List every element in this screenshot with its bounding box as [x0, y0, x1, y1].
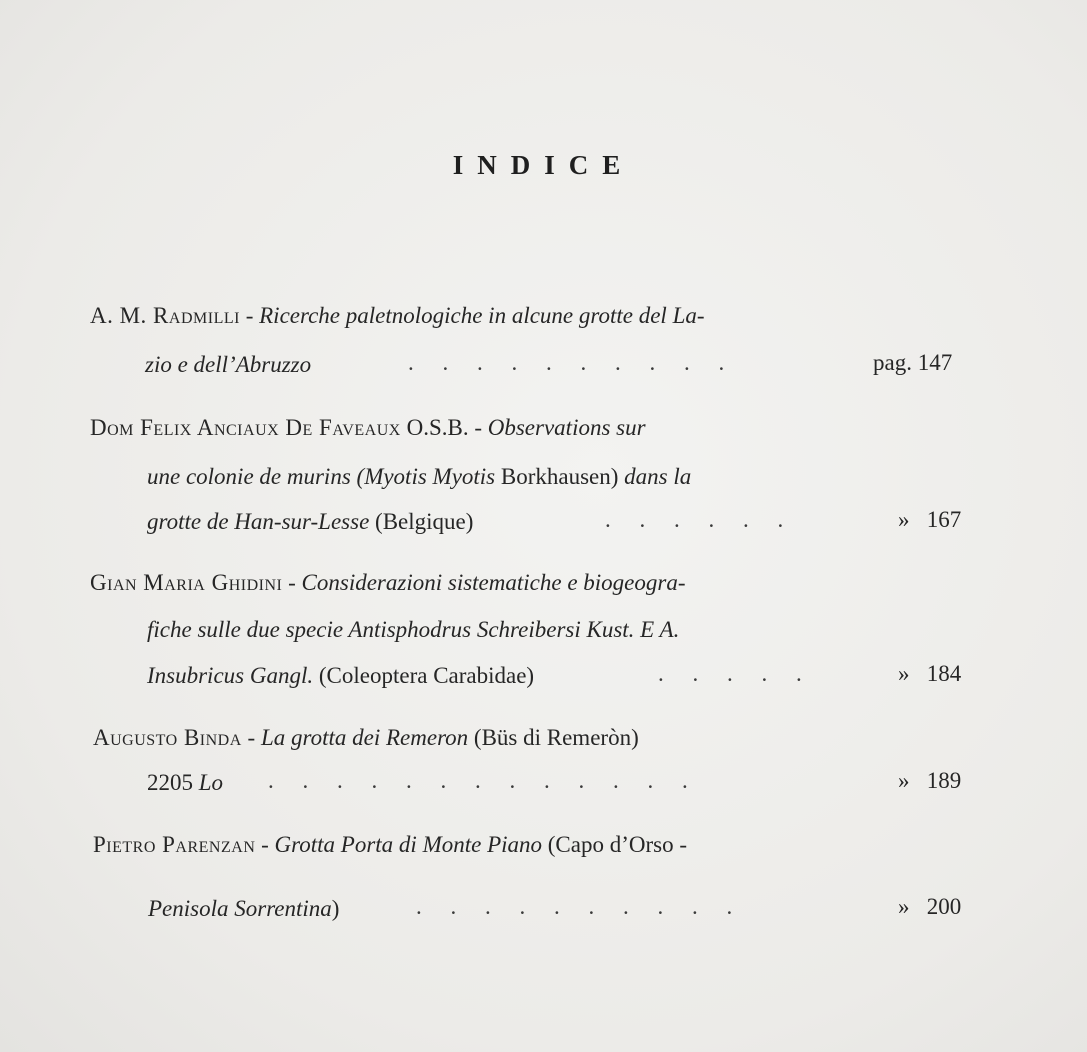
entry-2-country: (Belgique)	[369, 509, 474, 534]
entry-4-cadastre-number: 2205	[147, 770, 199, 795]
entry-3-page-prefix: »	[898, 661, 910, 686]
entry-2-title-part-3: grotte de Han-sur-Lesse	[147, 509, 370, 534]
entry-4-page-number: 189	[926, 768, 962, 793]
entry-1-separator: -	[239, 303, 260, 328]
entry-3-line-3	[147, 663, 534, 689]
entry-3-leader-dots: . . . . .	[658, 661, 802, 686]
entry-3-title-part-2: fiche sulle due specie Antisphodrus Schreibersi Kust. E A.	[147, 617, 680, 642]
entry-5-title-part-1: Grotta Porta di Monte Piano	[274, 832, 543, 857]
entry-2-page-prefix: »	[898, 507, 910, 532]
entry-4-line-2	[147, 770, 223, 796]
entry-2-line-3	[147, 509, 473, 535]
entry-4-separator: -	[241, 725, 261, 750]
entry-5-separator: -	[255, 832, 275, 857]
page-title: INDICE	[452, 150, 635, 180]
entry-3-line-2	[147, 617, 679, 643]
entry-2-author: Dom Felix Anciaux De Faveaux	[90, 415, 401, 440]
entry-4-local-name: (Büs di Remeròn)	[468, 725, 639, 750]
entry-2-line-2	[147, 464, 691, 490]
entry-2-page-ref	[898, 507, 961, 533]
entry-2-authority: Borkhausen)	[495, 464, 625, 489]
entry-1-title-part-2: zio e dell’Abruzzo	[145, 352, 312, 377]
entry-1-leader-dots: . . . . . . . . . .	[408, 350, 725, 375]
entry-5-page-number: 200	[926, 894, 962, 919]
entry-5-page-ref	[898, 894, 961, 920]
entry-3-line-1	[90, 570, 685, 596]
entry-5-line-2	[148, 896, 339, 922]
entry-4-leader-dots: . . . . . . . . . . . . .	[268, 768, 688, 793]
entry-4-page-ref	[898, 768, 961, 794]
entry-1-title-part-1: Ricerche paletnologiche in alcune grotte del La-	[259, 303, 705, 328]
entry-2-title-part-2d: dans la	[624, 464, 692, 489]
entry-3-author: Gian Maria Ghidini	[90, 570, 283, 595]
entry-1-page-ref	[873, 350, 952, 376]
entry-3-page-number: 184	[926, 661, 962, 686]
entry-5-leader-dots: . . . . . . . . . .	[416, 894, 733, 919]
entry-2-title-part-2a: une colonie de murins (	[147, 464, 365, 489]
entry-4-line-1	[93, 725, 639, 751]
entry-3-page-ref	[898, 661, 961, 687]
entry-1-line-1	[90, 303, 705, 329]
entry-3-title-part-3: Insubricus Gangl.	[147, 663, 314, 688]
entry-5-location: (Capo d’Orso -	[542, 832, 688, 857]
entry-2-leader-dots: . . . . . .	[605, 507, 784, 532]
entry-4-author: Augusto Binda	[93, 725, 242, 750]
entry-3-order: (Coleoptera Carabidae)	[313, 663, 535, 688]
entry-3-title-part-1: Considerazioni sistematiche e biogeogra-	[301, 570, 686, 595]
entry-1-line-2	[145, 352, 311, 378]
entry-4-page-prefix: »	[898, 768, 910, 793]
entry-1-page-number: 147	[917, 350, 953, 375]
entry-5-line-1	[93, 832, 687, 858]
entry-5-author: Pietro Parenzan	[93, 832, 256, 857]
entry-5-page-prefix: »	[898, 894, 910, 919]
entry-4-province: Lo	[198, 770, 224, 795]
entry-4-title-part-1: La grotta dei Remeron	[260, 725, 469, 750]
entry-2-title-part-1: Observations sur	[487, 415, 646, 440]
entry-5-title-part-2: Penisola Sorrentina	[148, 896, 332, 921]
entry-2-species: Myotis Myotis	[364, 464, 496, 489]
entry-2-osb: O.S.B. -	[400, 415, 488, 440]
entry-3-separator: -	[282, 570, 302, 595]
entry-5-close-paren: )	[331, 896, 340, 921]
entry-1-author: A. M. Radmilli	[90, 303, 240, 328]
entry-2-line-1	[90, 415, 646, 441]
entry-1-page-prefix: pag.	[873, 350, 912, 375]
entry-2-page-number: 167	[926, 507, 962, 532]
